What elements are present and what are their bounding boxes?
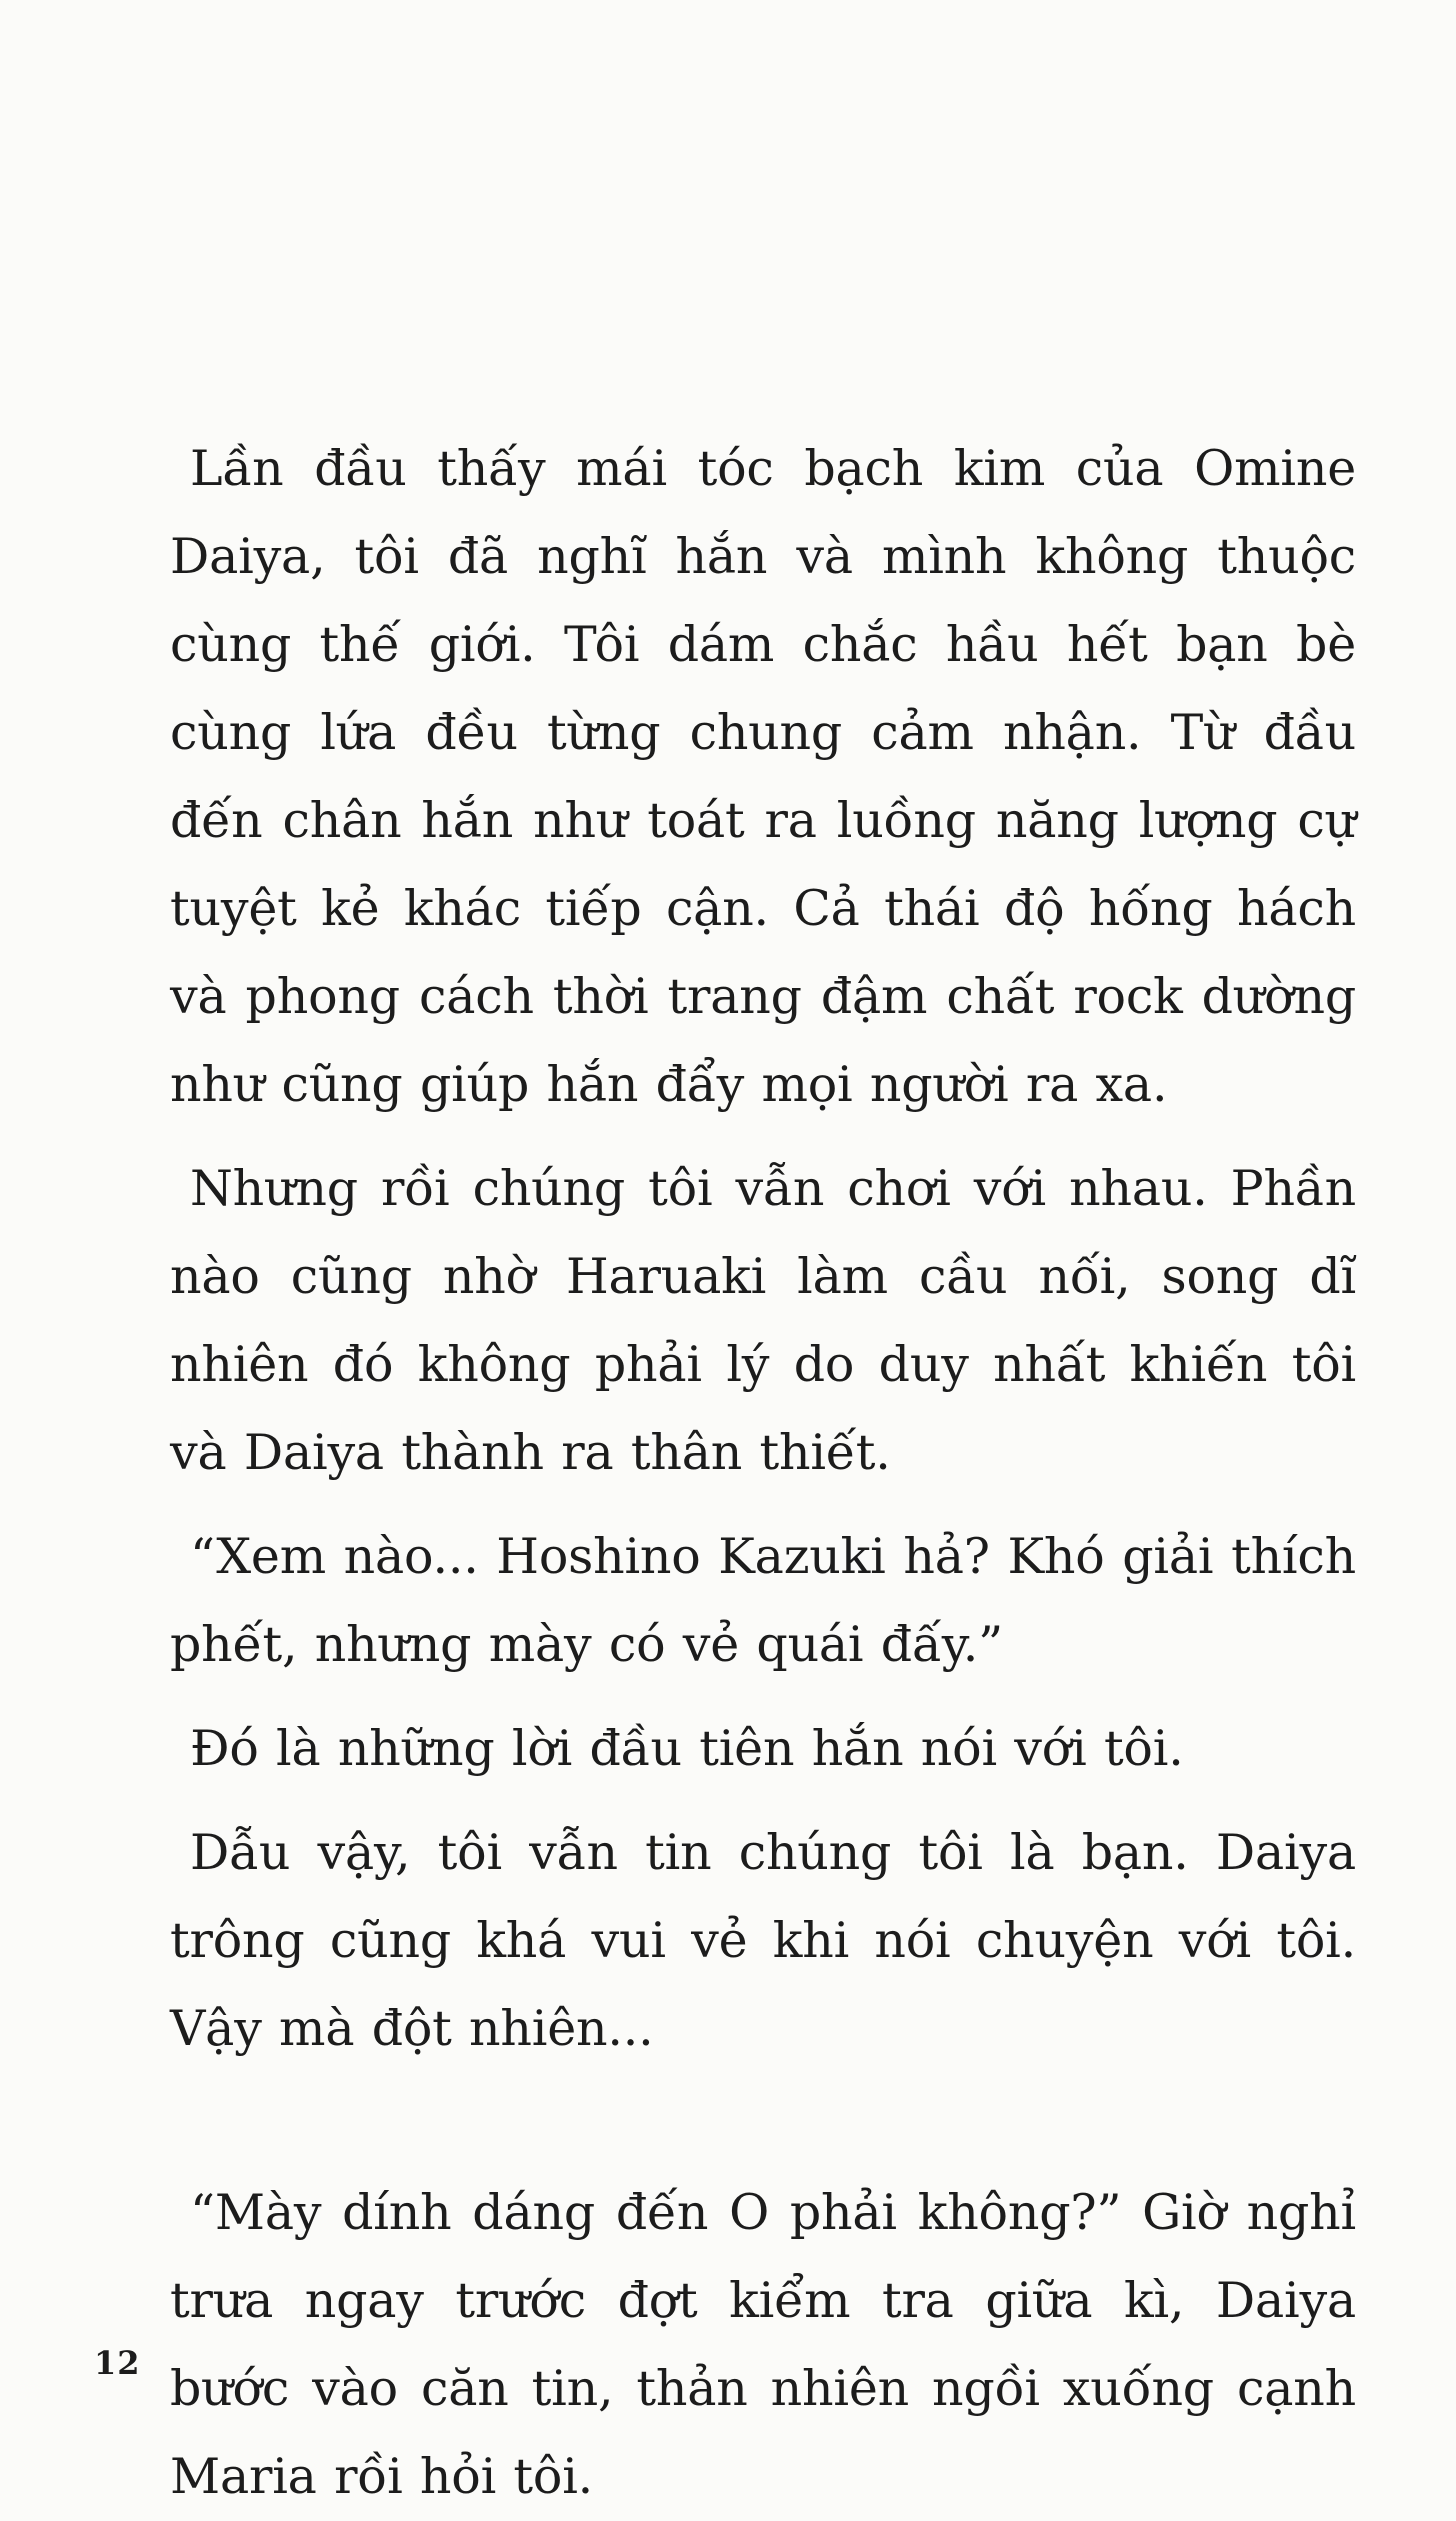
paragraph-gap (170, 1129, 1356, 1145)
paragraph-gap (170, 1497, 1356, 1513)
section-break (170, 2073, 1356, 2169)
paragraph-2: Nhưng rồi chúng tôi vẫn chơi với nhau. Phần nào cũng nhờ Haruaki làm cầu nối, song dĩ nhiên đó không phải lý do duy nhất khiến tôi và Daiya thành ra thân thiết. (170, 1160, 1356, 1481)
paragraph-1: Lần đầu thấy mái tóc bạch kim của Omine Daiya, tôi đã nghĩ hắn và mình không thuộc cùng thế giới. Tôi dám chắc hầu hết bạn bè cùng lứa đều từng chung cảm nhận. Từ đầu đến chân hắn như toát ra luồng năng lượng cự tuyệt kẻ khác tiếp cận. Cả thái độ hống hách và phong cách thời trang đậm chất rock dường như cũng giúp hắn đẩy mọi người ra xa. (170, 440, 1356, 1113)
paragraph-4: Đó là những lời đầu tiên hắn nói với tôi. (190, 1720, 1184, 1777)
paragraph-5: Dẫu vậy, tôi vẫn tin chúng tôi là bạn. Daiya trông cũng khá vui vẻ khi nói chuyện với tôi. Vậy mà đột nhiên... (170, 1824, 1356, 2057)
paragraph-3: “Xem nào... Hoshino Kazuki hả? Khó giải thích phết, nhưng mày có vẻ quái đấy.” (170, 1528, 1356, 1673)
paragraph-6: “Mày dính dáng đến O phải không?” Giờ nghỉ trưa ngay trước đợt kiểm tra giữa kì, Daiya bước vào căn tin, thản nhiên ngồi xuống cạnh Maria rồi hỏi tôi. (170, 2184, 1356, 2505)
paragraph-gap (170, 1689, 1356, 1705)
page-number: 12 (94, 2344, 141, 2382)
paragraph-gap (170, 1793, 1356, 1809)
body-text (170, 425, 1356, 2521)
